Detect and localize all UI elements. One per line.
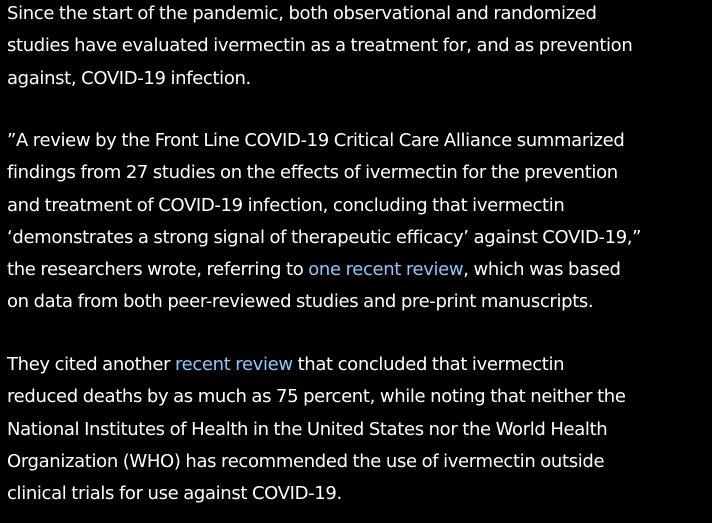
text-line [7,446,707,478]
text-span: ‘demonstrates a strong signal of therapeutic efficacy’ against COVID-19,” [7,226,642,248]
text-line [7,63,707,95]
text-line [7,254,707,286]
text-line [7,190,707,222]
text-span: that concluded that ivermectin [292,354,565,375]
text-span: reduced deaths by as much as 75 percent, while noting that neither the [7,386,626,408]
recent-review-link[interactable]: recent review [175,354,293,375]
text-line [7,157,707,189]
text-line [7,286,707,318]
text-line [7,222,707,254]
text-span: Organization (WHO) has recommended the use of ivermectin outside [7,450,605,472]
text-line [7,125,707,157]
text-span: against, COVID-19 infection. [7,67,251,89]
paragraph-quote [7,125,707,319]
text-line [7,349,707,381]
text-span: They cited another [7,354,175,375]
text-span: , which was based [463,259,621,281]
text-span: Since the start of the pandemic, both observational and randomized [7,3,597,24]
one-recent-review-link[interactable]: one recent review [308,259,464,281]
text-line [7,30,707,62]
text-span: the researchers wrote, referring to [7,259,309,281]
text-span: findings from 27 studies on the effects of ivermectin for the prevention [7,162,618,184]
text-span: and treatment of COVID-19 infection, concluding that ivermectin [7,194,565,216]
text-span: clinical trials for use against COVID-19. [7,483,342,505]
text-span: ”A review by the Front Line COVID-19 Critical Care Alliance summarized [7,130,625,151]
paragraph-cited-review [7,349,707,510]
text-span: National Institutes of Health in the United States nor the World Health [7,418,608,440]
paragraph-intro [7,0,707,95]
text-line [7,478,707,510]
text-line [7,381,707,413]
text-span: studies have evaluated ivermectin as a treatment for, and as prevention [7,35,633,57]
text-line [7,414,707,446]
text-line [7,0,707,30]
text-span: on data from both peer-reviewed studies and pre-print manuscripts. [7,291,594,313]
